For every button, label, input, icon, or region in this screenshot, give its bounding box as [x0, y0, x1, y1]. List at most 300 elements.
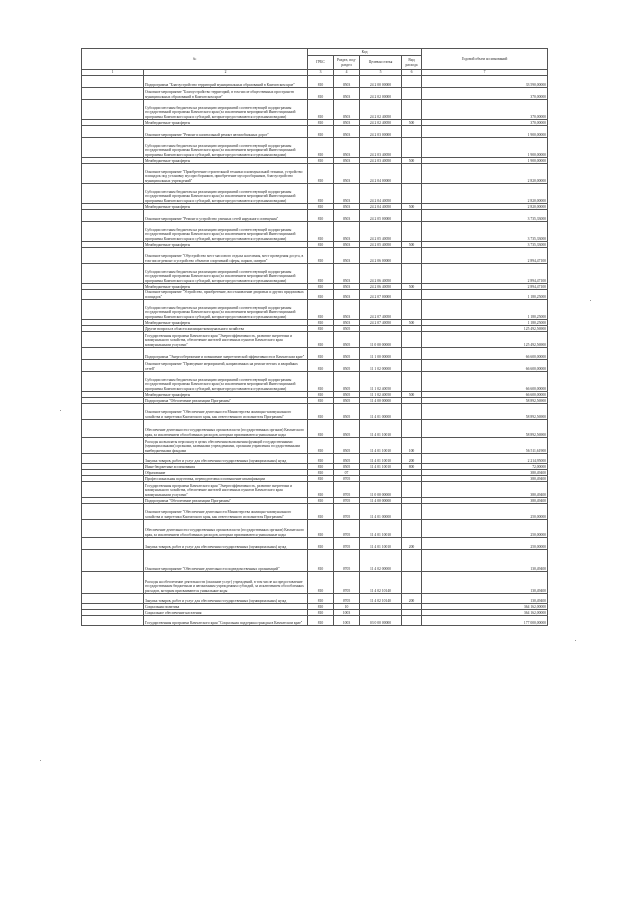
row-razdel: 0503 [334, 242, 360, 248]
row-csr: 24 2 05 40050 [360, 242, 402, 248]
row-sum: 2 214,95000 [422, 454, 548, 464]
row-razdel: 0505 [334, 420, 360, 438]
row-razdel: 0705 [334, 594, 360, 604]
index-cell: 7 [422, 70, 548, 76]
row-grbs: 810 [308, 498, 334, 504]
table-row [82, 348, 548, 360]
row-razdel: 1003 [334, 616, 360, 626]
row-sum: 66 600,00000 [422, 392, 548, 398]
row-csr: 11 4 02 00000 [360, 550, 402, 572]
row-vr [402, 348, 422, 360]
row-razdel: 0503 [334, 184, 360, 204]
row-grbs: 810 [308, 482, 334, 498]
row-name: Расходы на выплаты персоналу в целях обеспечения выполнения функций государственными (муниципальными) органами, казенными учреждениями, органами управления государственными внебюджетными фондами [144, 438, 308, 454]
blank-cell [82, 348, 144, 360]
row-grbs: 810 [308, 164, 334, 184]
table-row [82, 538, 548, 550]
row-razdel: 0503 [334, 76, 360, 88]
row-name: Основное мероприятие "Обеспечение деятельности Министерства жилищно-коммунального хозяйства и энергетики Камчатского края, как ответственного исполнителя Программы" [144, 404, 308, 420]
scan-speck [40, 760, 41, 761]
row-razdel: 0505 [334, 392, 360, 398]
row-sum: 2 894,47100 [422, 284, 548, 290]
row-vr [402, 126, 422, 138]
row-grbs: 810 [308, 404, 334, 420]
row-grbs: 810 [308, 126, 334, 138]
row-razdel: 0503 [334, 264, 360, 284]
row-grbs: 810 [308, 372, 334, 392]
row-name: Иные бюджетные ассигнования [144, 464, 308, 470]
row-grbs: 810 [308, 348, 334, 360]
row-grbs: 810 [308, 520, 334, 538]
row-razdel: 0503 [334, 284, 360, 290]
row-razdel: 0705 [334, 572, 360, 594]
row-grbs: 810 [308, 610, 334, 616]
table-row [82, 290, 548, 300]
row-name: Субсидии местным бюджетам на реализацию мероприятий соответствующей подпрограммы государственной программы Камчатского края (за исключением мероприятий Инвестиционной программы Камчатского края и субсидий, которые предоставляются отдельными видами) [144, 138, 308, 158]
row-name: Основное мероприятие "Устройство, приобретение, восстановление дворовых и других придомовых площадок" [144, 290, 308, 300]
row-sum: 380,49400 [422, 476, 548, 482]
row-vr [402, 616, 422, 626]
row-name: Социальная политика [144, 604, 308, 610]
row-grbs: 810 [308, 360, 334, 372]
row-razdel: 0705 [334, 520, 360, 538]
row-csr: 11 1 02 00000 [360, 360, 402, 372]
blank-cell [82, 404, 144, 420]
blank-cell [82, 290, 144, 300]
table-row [82, 138, 548, 158]
blank-cell [82, 164, 144, 184]
row-csr: 11 4 01 00000 [360, 404, 402, 420]
row-grbs: 810 [308, 392, 334, 398]
row-csr: 24 2 04 40050 [360, 184, 402, 204]
row-sum: 130,49400 [422, 550, 548, 572]
table-row [82, 404, 548, 420]
row-razdel: 0503 [334, 222, 360, 242]
row-vr: 500 [402, 242, 422, 248]
row-name: Социальное обеспечение населения [144, 610, 308, 616]
row-name: Подпрограмма "Благоустройство территорий муниципальных образований в Камчатском крае" [144, 76, 308, 88]
row-grbs: 810 [308, 476, 334, 482]
blank-cell [82, 88, 144, 100]
row-sum: 125 492,56900 [422, 326, 548, 332]
row-vr [402, 372, 422, 392]
row-sum: 130,49400 [422, 594, 548, 604]
row-sum: 3 735,33000 [422, 242, 548, 248]
row-csr: 24 2 03 40050 [360, 158, 402, 164]
blank-cell [82, 482, 144, 498]
row-sum: 370,00000 [422, 88, 548, 100]
blank-cell [82, 210, 144, 222]
blank-cell [82, 372, 144, 392]
table-row [82, 164, 548, 184]
row-sum: 66 600,00000 [422, 360, 548, 372]
row-name: Основное мероприятие "Ремонт и устройство уличных сетей наружного освещения" [144, 210, 308, 222]
row-razdel: 0503 [334, 120, 360, 126]
row-name: Субсидии местным бюджетам на реализацию мероприятий соответствующей подпрограммы государственной программы Камчатского края (за исключением мероприятий Инвестиционной программы Камчатского края и субсидий, которые предоставляются отдельными видами) [144, 100, 308, 120]
table-row [82, 504, 548, 520]
row-csr: 24 2 06 40050 [360, 284, 402, 290]
row-razdel: 0503 [334, 88, 360, 100]
row-grbs: 810 [308, 470, 334, 476]
row-name: Межбюджетные трансферты [144, 158, 308, 164]
row-sum: 1 900,00000 [422, 138, 548, 158]
row-sum: 370,00000 [422, 120, 548, 126]
row-csr: 24 2 07 00000 [360, 290, 402, 300]
row-vr [402, 520, 422, 538]
row-vr: 500 [402, 204, 422, 210]
row-name: Обеспечение деятельности государственных органов власти (государственных органов) Камчатского края, за исключением обособленных расходов, которым присваиваются уникальные коды [144, 420, 308, 438]
row-razdel: 0505 [334, 464, 360, 470]
index-cell: 3 [308, 70, 334, 76]
row-name: Субсидии местным бюджетам на реализацию мероприятий соответствующей подпрограммы государственной программы Камчатского края (за исключением мероприятий Инвестиционной программы Камчатского края и субсидий, которые предоставляются отдельными видами) [144, 372, 308, 392]
row-sum: 3 735,33000 [422, 210, 548, 222]
table-row [82, 264, 548, 284]
row-csr: 24 2 06 40050 [360, 264, 402, 284]
row-grbs: 810 [308, 100, 334, 120]
row-sum: 58 892,56900 [422, 404, 548, 420]
table-row [82, 210, 548, 222]
index-cell: 1 [82, 70, 144, 76]
row-sum: 1 180,25000 [422, 300, 548, 320]
blank-cell [82, 222, 144, 242]
row-sum: 72,00000 [422, 464, 548, 470]
row-csr: 11 1 02 40050 [360, 372, 402, 392]
blank-cell [82, 248, 144, 264]
row-razdel: 0505 [334, 438, 360, 454]
row-grbs: 810 [308, 594, 334, 604]
row-sum: 364 162,00000 [422, 610, 548, 616]
row-grbs: 810 [308, 604, 334, 610]
row-name: Подпрограмма "Энергосбережение и повышение энергетической эффективности в Камчатском крае" [144, 348, 308, 360]
header-csr: Целевая статья [360, 56, 402, 70]
row-vr: 100 [402, 438, 422, 454]
row-grbs: 810 [308, 420, 334, 438]
row-vr: 500 [402, 158, 422, 164]
row-csr: 24 2 02 40050 [360, 100, 402, 120]
header-grbs: ГРБС [308, 56, 334, 70]
row-name: Профессиональная подготовка, переподготовка и повышение квалификации [144, 476, 308, 482]
header-no: № [82, 49, 308, 70]
budget-table [81, 48, 548, 626]
row-name: Государственная программа Камчатского края "Энергоэффективность, развитие энергетики и коммунального хозяйства, обеспечение жителей населенных пунктов Камчатского края коммунальными услугами" [144, 482, 308, 498]
row-razdel: 0503 [334, 204, 360, 210]
table-row [82, 454, 548, 464]
row-vr [402, 210, 422, 222]
row-grbs: 810 [308, 398, 334, 404]
row-name: Основное мероприятие "Обеспечение деятельности подведомственных организаций" [144, 550, 308, 572]
row-grbs: 810 [308, 572, 334, 594]
header-sum: Годовой объем ассигнований [422, 49, 548, 70]
row-name: Межбюджетные трансферты [144, 120, 308, 126]
row-vr: 500 [402, 120, 422, 126]
blank-cell [82, 504, 144, 520]
row-csr: 24 2 06 00000 [360, 248, 402, 264]
row-razdel: 0505 [334, 372, 360, 392]
blank-cell [82, 420, 144, 438]
row-name: Государственная программа Камчатского края "Энергоэффективность, развитие энергетики и коммунального хозяйства, обеспечение жителей населенных пунктов Камчатского края коммунальными услугами" [144, 332, 308, 348]
row-name: Подпрограмма "Обеспечение реализации Программы" [144, 498, 308, 504]
row-csr: 11 4 01 10010 [360, 520, 402, 538]
row-csr: 24 2 07 40050 [360, 320, 402, 326]
row-csr: 11 4 01 10010 [360, 420, 402, 438]
row-grbs: 810 [308, 158, 334, 164]
row-sum: 1 900,00000 [422, 126, 548, 138]
blank-cell [82, 438, 144, 454]
table-row [82, 248, 548, 264]
row-sum: 33 590,00000 [422, 76, 548, 88]
row-name: Основное мероприятие "Обеспечение деятельности Министерства жилищно-коммунального хозяйства и энергетики Камчатского края, как ответственного исполнителя Программы" [144, 504, 308, 520]
table-row [82, 594, 548, 604]
row-razdel: 0505 [334, 454, 360, 464]
row-grbs: 810 [308, 550, 334, 572]
row-sum: 56 511,61900 [422, 438, 548, 454]
header-code-group: Код [308, 49, 422, 56]
row-grbs: 810 [308, 138, 334, 158]
table-row [82, 520, 548, 538]
row-sum: 1 180,25000 [422, 320, 548, 326]
row-sum: 250,00000 [422, 538, 548, 550]
row-grbs: 810 [308, 88, 334, 100]
row-razdel: 0503 [334, 320, 360, 326]
row-razdel: 0705 [334, 504, 360, 520]
row-vr [402, 332, 422, 348]
row-sum: 1 900,00000 [422, 158, 548, 164]
row-grbs: 810 [308, 120, 334, 126]
row-sum: 2 820,00000 [422, 164, 548, 184]
row-csr: 11 4 01 10010 [360, 454, 402, 464]
row-sum: 1 180,25000 [422, 290, 548, 300]
document-page [81, 48, 547, 626]
row-vr: 500 [402, 320, 422, 326]
row-vr: 500 [402, 392, 422, 398]
row-vr [402, 88, 422, 100]
row-razdel: 07 [334, 470, 360, 476]
table-row [82, 372, 548, 392]
row-vr [402, 164, 422, 184]
table-row [82, 360, 548, 372]
row-sum: 2 894,47100 [422, 248, 548, 264]
table-row [82, 438, 548, 454]
row-sum: 380,49400 [422, 470, 548, 476]
row-vr [402, 290, 422, 300]
table-row [82, 126, 548, 138]
row-sum: 370,00000 [422, 100, 548, 120]
row-razdel: 0503 [334, 210, 360, 222]
blank-cell [82, 126, 144, 138]
row-csr: 11 0 00 00000 [360, 482, 402, 498]
row-name: Основное мероприятие "Обустройство мест массового отдыха населения, мест проведения досуга, в том числе ремонт и устройство объектов спортивной сферы, парков, скверов" [144, 248, 308, 264]
row-csr: 11 4 00 00000 [360, 498, 402, 504]
row-name: Другие вопросы в области жилищно-коммунального хозяйства [144, 326, 308, 332]
row-csr: 11 1 02 40050 [360, 392, 402, 398]
row-sum: 380,49400 [422, 498, 548, 504]
blank-cell [82, 572, 144, 594]
row-name: Расходы на обеспечение деятельности (оказание услуг) учреждений, в том числе на предоставление государственным бюджетным и автономным учреждениям субсидий, за исключением обособленных расходов, которым присваиваются уникальные коды [144, 572, 308, 594]
row-name: Субсидии местным бюджетам на реализацию мероприятий соответствующей подпрограммы государственной программы Камчатского края (за исключением мероприятий Инвестиционной программы Камчатского края и субсидий, которые предоставляются отдельными видами) [144, 300, 308, 320]
table-row [82, 100, 548, 120]
index-cell: 5 [360, 70, 402, 76]
row-csr: 11 4 01 10010 [360, 464, 402, 470]
row-sum: 66 600,00000 [422, 372, 548, 392]
row-name: Межбюджетные трансферты [144, 204, 308, 210]
row-razdel: 0503 [334, 164, 360, 184]
row-csr: 11 4 01 00000 [360, 504, 402, 520]
row-name: Основное мероприятие "Приобретение строительной техники и коммунальной техники, устройство площадок под установку мусоросборников, приобретение мусоросборников, благоустройство муниципальных учреждений" [144, 164, 308, 184]
table-row [82, 332, 548, 348]
row-razdel: 0505 [334, 348, 360, 360]
row-grbs: 810 [308, 184, 334, 204]
row-razdel: 1003 [334, 610, 360, 616]
row-name: Основное мероприятие "Ремонт и капитальный ремонт автомобильных дорог" [144, 126, 308, 138]
row-razdel: 0705 [334, 538, 360, 550]
row-vr [402, 138, 422, 158]
row-sum: 177 000,00000 [422, 616, 548, 626]
blank-cell [82, 594, 144, 604]
row-razdel: 0503 [334, 100, 360, 120]
table-row [82, 420, 548, 438]
row-name: Межбюджетные трансферты [144, 392, 308, 398]
row-razdel: 0503 [334, 126, 360, 138]
index-cell: 6 [402, 70, 422, 76]
row-razdel: 0505 [334, 360, 360, 372]
row-vr [402, 100, 422, 120]
table-row [82, 76, 548, 88]
row-grbs: 810 [308, 210, 334, 222]
table-row [82, 222, 548, 242]
header-vr: Вид расхода [402, 56, 422, 70]
row-razdel: 0505 [334, 398, 360, 404]
row-razdel: 0503 [334, 138, 360, 158]
table-row [82, 482, 548, 498]
row-csr: 24 2 05 00000 [360, 210, 402, 222]
table-row [82, 88, 548, 100]
row-sum: 2 894,47100 [422, 264, 548, 284]
row-sum: 66 600,00000 [422, 348, 548, 360]
scan-speck [575, 640, 576, 641]
row-grbs: 810 [308, 464, 334, 470]
row-csr: 11 1 00 00000 [360, 348, 402, 360]
row-vr [402, 248, 422, 264]
blank-cell [82, 550, 144, 572]
row-vr [402, 404, 422, 420]
blank-cell [82, 332, 144, 348]
row-razdel: 0505 [334, 332, 360, 348]
row-csr: 24 2 07 40050 [360, 300, 402, 320]
row-csr: 11 4 02 10140 [360, 594, 402, 604]
row-razdel: 0705 [334, 482, 360, 498]
row-sum: 2 820,00000 [422, 204, 548, 210]
row-vr [402, 572, 422, 594]
index-cell: 2 [144, 70, 308, 76]
row-sum: 130,49400 [422, 572, 548, 594]
blank-cell [82, 184, 144, 204]
row-name: Межбюджетные трансферты [144, 242, 308, 248]
row-vr [402, 184, 422, 204]
row-csr: 11 4 02 10140 [360, 572, 402, 594]
row-name: Закупка товаров, работ и услуг для обеспечения государственных (муниципальных) нужд [144, 594, 308, 604]
row-name: Субсидии местным бюджетам на реализацию мероприятий соответствующей подпрограммы государственной программы Камчатского края (за исключением мероприятий Инвестиционной программы Камчатского края и субсидий, которые предоставляются отдельными видами) [144, 184, 308, 204]
blank-cell [82, 616, 144, 626]
row-name: Образование [144, 470, 308, 476]
row-grbs: 810 [308, 264, 334, 284]
table-row [82, 300, 548, 320]
blank-cell [82, 264, 144, 284]
row-razdel: 0705 [334, 476, 360, 482]
row-grbs: 810 [308, 538, 334, 550]
row-csr: 24 2 04 00000 [360, 164, 402, 184]
row-grbs: 810 [308, 204, 334, 210]
row-vr [402, 420, 422, 438]
row-name: Межбюджетные трансферты [144, 320, 308, 326]
row-name: Закупка товаров, работ и услуг для обеспечения государственных (муниципальных) нужд [144, 538, 308, 550]
row-csr: 11 4 01 10010 [360, 538, 402, 550]
row-sum: 125 492,56900 [422, 332, 548, 348]
row-csr: 24 2 05 40050 [360, 222, 402, 242]
row-name: Основное мероприятие "Благоустройство территорий, в том числе общественных пространств муниципальных образований в Камчатском крае" [144, 88, 308, 100]
row-name: Подпрограмма "Обеспечение реализации Программы" [144, 398, 308, 404]
row-grbs: 810 [308, 454, 334, 464]
row-name: Государственная программа Камчатского края "Социальная поддержка граждан в Камчатском крае" [144, 616, 308, 626]
row-razdel: 0503 [334, 300, 360, 320]
row-vr: 200 [402, 594, 422, 604]
row-csr: 24 2 00 00000 [360, 76, 402, 88]
row-vr [402, 264, 422, 284]
row-grbs: 810 [308, 248, 334, 264]
row-razdel: 0503 [334, 248, 360, 264]
row-vr: 200 [402, 454, 422, 464]
row-razdel: 0505 [334, 404, 360, 420]
table-row [82, 184, 548, 204]
row-grbs: 810 [308, 326, 334, 332]
row-grbs: 810 [308, 320, 334, 326]
table-row [82, 572, 548, 594]
blank-cell [82, 454, 144, 464]
row-vr [402, 482, 422, 498]
row-vr: 500 [402, 284, 422, 290]
row-razdel: 0503 [334, 158, 360, 164]
header-razdel: Раздел, под- раздел [334, 56, 360, 70]
row-grbs: 810 [308, 616, 334, 626]
blank-cell [82, 538, 144, 550]
row-razdel: 0503 [334, 290, 360, 300]
row-vr: 800 [402, 464, 422, 470]
row-razdel: 0505 [334, 326, 360, 332]
row-sum: 58 892,56900 [422, 398, 548, 404]
row-csr: 24 2 02 00000 [360, 88, 402, 100]
row-vr [402, 504, 422, 520]
row-sum: 250,00000 [422, 520, 548, 538]
blank-cell [82, 360, 144, 372]
row-sum: 364 162,00000 [422, 604, 548, 610]
row-csr: 11 0 00 00000 [360, 332, 402, 348]
row-vr [402, 222, 422, 242]
row-sum: 3 735,33000 [422, 222, 548, 242]
row-grbs: 810 [308, 290, 334, 300]
row-name: Субсидии местным бюджетам на реализацию мероприятий соответствующей подпрограммы государственной программы Камчатского края (за исключением мероприятий Инвестиционной программы Камчатского края и субсидий, которые предоставляются отдельными видами) [144, 222, 308, 242]
row-sum: 2 820,00000 [422, 184, 548, 204]
blank-cell [82, 520, 144, 538]
row-razdel: 10 [334, 604, 360, 610]
row-razdel: 0705 [334, 498, 360, 504]
row-name: Закупка товаров, работ и услуг для обеспечения государственных (муниципальных) нужд [144, 454, 308, 464]
row-csr: 24 2 03 40050 [360, 138, 402, 158]
index-cell: 4 [334, 70, 360, 76]
row-csr: 11 4 01 10010 [360, 438, 402, 454]
row-csr: 24 2 02 40050 [360, 120, 402, 126]
blank-cell [82, 300, 144, 320]
row-razdel: 0705 [334, 550, 360, 572]
row-grbs: 810 [308, 504, 334, 520]
